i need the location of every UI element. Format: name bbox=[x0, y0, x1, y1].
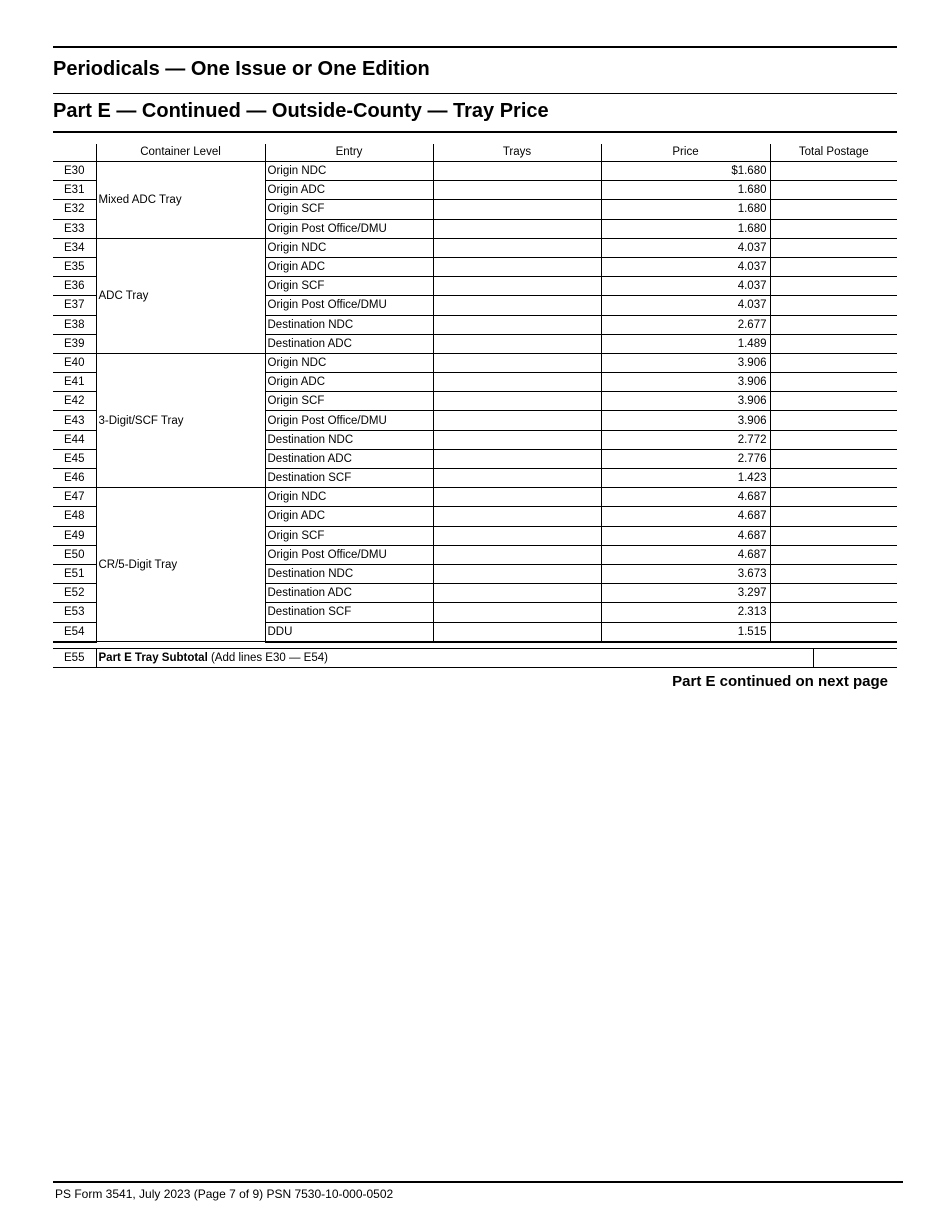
trays-field[interactable] bbox=[433, 200, 601, 219]
price-cell: 3.906 bbox=[601, 392, 770, 411]
line-number: E53 bbox=[53, 603, 96, 622]
entry-cell: Origin NDC bbox=[265, 488, 433, 507]
total-postage-field[interactable] bbox=[770, 411, 897, 430]
total-postage-field[interactable] bbox=[770, 622, 897, 642]
price-cell: 4.687 bbox=[601, 507, 770, 526]
price-cell: 4.687 bbox=[601, 488, 770, 507]
total-postage-field[interactable] bbox=[770, 162, 897, 181]
price-cell: 2.776 bbox=[601, 449, 770, 468]
entry-cell: Origin Post Office/DMU bbox=[265, 411, 433, 430]
tray-price-table bbox=[53, 144, 897, 643]
line-number: E40 bbox=[53, 353, 96, 372]
trays-field[interactable] bbox=[433, 564, 601, 583]
entry-cell: Origin SCF bbox=[265, 392, 433, 411]
line-number: E51 bbox=[53, 564, 96, 583]
price-cell: 4.037 bbox=[601, 257, 770, 276]
top-rule bbox=[53, 46, 897, 48]
entry-cell: Origin Post Office/DMU bbox=[265, 219, 433, 238]
total-postage-field[interactable] bbox=[770, 200, 897, 219]
total-postage-field[interactable] bbox=[770, 353, 897, 372]
total-postage-field[interactable] bbox=[770, 488, 897, 507]
trays-field[interactable] bbox=[433, 603, 601, 622]
footer-rule bbox=[53, 1181, 903, 1183]
line-number: E36 bbox=[53, 277, 96, 296]
entry-cell: Origin ADC bbox=[265, 181, 433, 200]
continued-note: Part E continued on next page bbox=[672, 673, 888, 690]
line-number: E35 bbox=[53, 257, 96, 276]
price-cell: 3.297 bbox=[601, 584, 770, 603]
trays-field[interactable] bbox=[433, 411, 601, 430]
total-postage-field[interactable] bbox=[770, 564, 897, 583]
total-postage-field[interactable] bbox=[770, 315, 897, 334]
trays-field[interactable] bbox=[433, 469, 601, 488]
container-level: ADC Tray bbox=[96, 238, 265, 353]
price-cell: 2.772 bbox=[601, 430, 770, 449]
entry-cell: Origin Post Office/DMU bbox=[265, 545, 433, 564]
trays-field[interactable] bbox=[433, 277, 601, 296]
entry-cell: Origin SCF bbox=[265, 526, 433, 545]
table-row bbox=[53, 488, 897, 507]
trays-field[interactable] bbox=[433, 584, 601, 603]
entry-cell: Origin ADC bbox=[265, 507, 433, 526]
trays-field[interactable] bbox=[433, 334, 601, 353]
total-postage-field[interactable] bbox=[770, 373, 897, 392]
line-number: E52 bbox=[53, 584, 96, 603]
total-postage-field[interactable] bbox=[770, 507, 897, 526]
line-number: E46 bbox=[53, 469, 96, 488]
page-title: Periodicals — One Issue or One Edition bbox=[53, 58, 430, 80]
line-number: E44 bbox=[53, 430, 96, 449]
entry-cell: Destination ADC bbox=[265, 584, 433, 603]
trays-field[interactable] bbox=[433, 219, 601, 238]
trays-field[interactable] bbox=[433, 373, 601, 392]
title-divider bbox=[53, 93, 897, 94]
line-number: E31 bbox=[53, 181, 96, 200]
trays-field[interactable] bbox=[433, 507, 601, 526]
line-number: E39 bbox=[53, 334, 96, 353]
entry-cell: Origin NDC bbox=[265, 162, 433, 181]
total-postage-field[interactable] bbox=[770, 334, 897, 353]
subtotal-table bbox=[53, 648, 897, 668]
price-cell: 3.673 bbox=[601, 564, 770, 583]
total-postage-field[interactable] bbox=[770, 584, 897, 603]
entry-cell: Origin SCF bbox=[265, 200, 433, 219]
entry-cell: Destination SCF bbox=[265, 469, 433, 488]
trays-field[interactable] bbox=[433, 257, 601, 276]
price-cell: 1.489 bbox=[601, 334, 770, 353]
total-postage-field[interactable] bbox=[770, 181, 897, 200]
table-row bbox=[53, 238, 897, 257]
line-number: E47 bbox=[53, 488, 96, 507]
price-cell: 4.037 bbox=[601, 277, 770, 296]
column-header-line bbox=[53, 144, 96, 162]
subtotal-row bbox=[53, 649, 897, 668]
table-row bbox=[53, 353, 897, 372]
price-cell: 1.680 bbox=[601, 181, 770, 200]
trays-field[interactable] bbox=[433, 622, 601, 642]
line-number: E37 bbox=[53, 296, 96, 315]
total-postage-field[interactable] bbox=[770, 449, 897, 468]
line-number: E49 bbox=[53, 526, 96, 545]
total-postage-field[interactable] bbox=[770, 219, 897, 238]
section-title: Part E — Continued — Outside-County — Tray Price bbox=[53, 100, 549, 122]
price-cell: 4.687 bbox=[601, 526, 770, 545]
price-cell: 1.515 bbox=[601, 622, 770, 642]
column-header-entry: Entry bbox=[265, 144, 433, 162]
price-cell: $1.680 bbox=[601, 162, 770, 181]
entry-cell: Destination NDC bbox=[265, 430, 433, 449]
total-postage-field[interactable] bbox=[770, 526, 897, 545]
trays-field[interactable] bbox=[433, 296, 601, 315]
subtotal-label-bold: Part E Tray Subtotal bbox=[98, 652, 208, 664]
total-postage-field[interactable] bbox=[770, 430, 897, 449]
subtotal-label bbox=[96, 649, 813, 668]
entry-cell: Destination ADC bbox=[265, 334, 433, 353]
total-postage-field[interactable] bbox=[770, 392, 897, 411]
total-postage-field[interactable] bbox=[770, 257, 897, 276]
price-cell: 2.677 bbox=[601, 315, 770, 334]
trays-field[interactable] bbox=[433, 488, 601, 507]
trays-field[interactable] bbox=[433, 545, 601, 564]
price-cell: 3.906 bbox=[601, 411, 770, 430]
entry-cell: Origin SCF bbox=[265, 277, 433, 296]
table-row bbox=[53, 162, 897, 181]
trays-field[interactable] bbox=[433, 430, 601, 449]
entry-cell: Destination NDC bbox=[265, 315, 433, 334]
line-number: E42 bbox=[53, 392, 96, 411]
line-number: E30 bbox=[53, 162, 96, 181]
line-number: E45 bbox=[53, 449, 96, 468]
subtotal-label-rest: (Add lines E30 — E54) bbox=[207, 652, 328, 664]
trays-field[interactable] bbox=[433, 449, 601, 468]
trays-field[interactable] bbox=[433, 315, 601, 334]
price-cell: 4.687 bbox=[601, 545, 770, 564]
price-cell: 4.037 bbox=[601, 296, 770, 315]
line-number: E41 bbox=[53, 373, 96, 392]
subtotal-line-number: E55 bbox=[53, 649, 96, 668]
table-body bbox=[53, 162, 897, 642]
subtotal-amount-field[interactable] bbox=[813, 649, 897, 668]
line-number: E43 bbox=[53, 411, 96, 430]
column-header-total-postage: Total Postage bbox=[770, 144, 897, 162]
trays-field[interactable] bbox=[433, 181, 601, 200]
section-divider bbox=[53, 131, 897, 133]
entry-cell: DDU bbox=[265, 622, 433, 642]
trays-field[interactable] bbox=[433, 353, 601, 372]
column-header-trays: Trays bbox=[433, 144, 601, 162]
trays-field[interactable] bbox=[433, 392, 601, 411]
table-header-row bbox=[53, 144, 897, 162]
entry-cell: Origin NDC bbox=[265, 353, 433, 372]
price-cell: 2.313 bbox=[601, 603, 770, 622]
entry-cell: Origin NDC bbox=[265, 238, 433, 257]
line-number: E33 bbox=[53, 219, 96, 238]
price-cell: 3.906 bbox=[601, 353, 770, 372]
entry-cell: Destination SCF bbox=[265, 603, 433, 622]
trays-field[interactable] bbox=[433, 526, 601, 545]
price-cell: 1.423 bbox=[601, 469, 770, 488]
price-cell: 3.906 bbox=[601, 373, 770, 392]
total-postage-field[interactable] bbox=[770, 545, 897, 564]
trays-field[interactable] bbox=[433, 162, 601, 181]
price-cell: 1.680 bbox=[601, 200, 770, 219]
total-postage-field[interactable] bbox=[770, 296, 897, 315]
container-level: 3-Digit/SCF Tray bbox=[96, 353, 265, 487]
price-cell: 1.680 bbox=[601, 219, 770, 238]
entry-cell: Destination NDC bbox=[265, 564, 433, 583]
container-level: CR/5-Digit Tray bbox=[96, 488, 265, 642]
form-footer: PS Form 3541, July 2023 (Page 7 of 9) PSN 7530-10-000-0502 bbox=[55, 1187, 394, 1201]
column-header-container-level: Container Level bbox=[96, 144, 265, 162]
line-number: E38 bbox=[53, 315, 96, 334]
entry-cell: Origin Post Office/DMU bbox=[265, 296, 433, 315]
column-header-price: Price bbox=[601, 144, 770, 162]
line-number: E54 bbox=[53, 622, 96, 642]
entry-cell: Origin ADC bbox=[265, 373, 433, 392]
line-number: E32 bbox=[53, 200, 96, 219]
line-number: E48 bbox=[53, 507, 96, 526]
total-postage-field[interactable] bbox=[770, 277, 897, 296]
total-postage-field[interactable] bbox=[770, 238, 897, 257]
line-number: E50 bbox=[53, 545, 96, 564]
trays-field[interactable] bbox=[433, 238, 601, 257]
price-cell: 4.037 bbox=[601, 238, 770, 257]
total-postage-field[interactable] bbox=[770, 603, 897, 622]
container-level: Mixed ADC Tray bbox=[96, 162, 265, 239]
entry-cell: Destination ADC bbox=[265, 449, 433, 468]
line-number: E34 bbox=[53, 238, 96, 257]
entry-cell: Origin ADC bbox=[265, 257, 433, 276]
total-postage-field[interactable] bbox=[770, 469, 897, 488]
